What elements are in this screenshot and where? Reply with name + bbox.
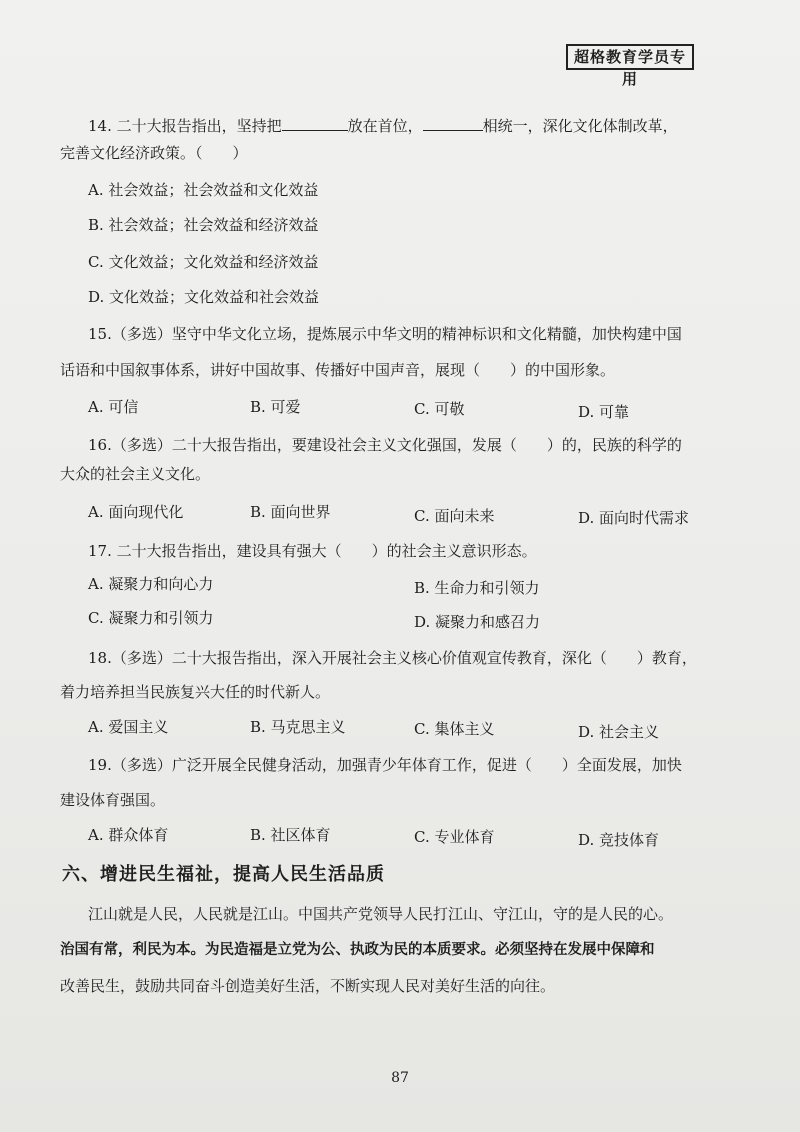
- question-16-option-c: C. 面向未来: [414, 507, 495, 525]
- question-16-line-1: 16.（多选）二十大报告指出，要建设社会主义文化强国，发展（ ）的，民族的科学的: [88, 436, 682, 454]
- question-18-option-c: C. 集体主义: [414, 720, 495, 738]
- question-18-line-2: 着力培养担当民族复兴大任的时代新人。: [60, 683, 331, 701]
- header-badge: 超格教育学员专用: [566, 44, 694, 70]
- question-17-option-a: A. 凝聚力和向心力: [88, 575, 214, 593]
- answer-blank: [282, 116, 348, 131]
- question-15-line-1: 15.（多选）坚守中华文化立场，提炼展示中华文明的精神标识和文化精髓，加快构建中国: [88, 325, 682, 343]
- question-14-line-2: 完善文化经济政策。（ ）: [60, 144, 248, 162]
- page-number: 87: [391, 1070, 409, 1086]
- question-17-option-d: D. 凝聚力和感召力: [414, 613, 541, 631]
- question-16-line-2: 大众的社会主义文化。: [60, 465, 211, 483]
- question-15-option-d: D. 可靠: [578, 403, 630, 421]
- question-14-text-a: 14. 二十大报告指出，坚持把: [88, 117, 282, 135]
- question-14-text-c: 相统一，深化文化体制改革，: [482, 117, 678, 135]
- question-14-option-d: D. 文化效益；文化效益和社会效益: [88, 288, 320, 306]
- question-14-text-b: 放在首位，: [347, 117, 423, 135]
- answer-blank: [423, 116, 483, 131]
- question-16-option-b: B. 面向世界: [250, 503, 331, 521]
- question-17-line-1: 17. 二十大报告指出，建设具有强大（ ）的社会主义意识形态。: [88, 542, 537, 560]
- section-paragraph-line-3: 改善民生，鼓励共同奋斗创造美好生活，不断实现人民对美好生活的向往。: [60, 977, 556, 995]
- section-paragraph-line-1: 江山就是人民，人民就是江山。中国共产党领导人民打江山、守江山，守的是人民的心。: [88, 905, 674, 923]
- section-title: 六、增进民生福祉，提高人民生活品质: [62, 864, 385, 885]
- question-19-option-a: A. 群众体育: [88, 826, 169, 844]
- question-19-option-b: B. 社区体育: [250, 826, 331, 844]
- question-14-option-a: A. 社会效益；社会效益和文化效益: [88, 181, 319, 199]
- question-15-option-c: C. 可敬: [414, 400, 465, 418]
- question-18-option-a: A. 爱国主义: [88, 718, 169, 736]
- question-16-option-a: A. 面向现代化: [88, 503, 184, 521]
- question-16-option-d: D. 面向时代需求: [578, 509, 690, 527]
- question-19-option-d: D. 竞技体育: [578, 831, 660, 849]
- question-17-option-b: B. 生命力和引领力: [414, 579, 540, 597]
- question-19-line-2: 建设体育强国。: [60, 791, 166, 809]
- question-15-line-2: 话语和中国叙事体系，讲好中国故事、传播好中国声音，展现（ ）的中国形象。: [60, 361, 616, 379]
- question-15-option-a: A. 可信: [88, 398, 139, 416]
- question-18-option-d: D. 社会主义: [578, 723, 660, 741]
- section-paragraph-line-2: 治国有常，利民为本。为民造福是立党为公、执政为民的本质要求。必须坚持在发展中保障和: [60, 942, 655, 958]
- question-18-option-b: B. 马克思主义: [250, 718, 346, 736]
- question-14-line-1: [88, 116, 678, 136]
- question-19-line-1: 19.（多选）广泛开展全民健身活动，加强青少年体育工作，促进（ ）全面发展，加快: [88, 756, 682, 774]
- question-17-option-c: C. 凝聚力和引领力: [88, 609, 214, 627]
- question-14-option-c: C. 文化效益；文化效益和经济效益: [88, 253, 319, 271]
- question-18-line-1: 18.（多选）二十大报告指出，深入开展社会主义核心价值观宣传教育，深化（ ）教育，: [88, 649, 697, 667]
- question-14-option-b: B. 社会效益；社会效益和经济效益: [88, 216, 319, 234]
- question-19-option-c: C. 专业体育: [414, 828, 495, 846]
- question-15-option-b: B. 可爱: [250, 398, 301, 416]
